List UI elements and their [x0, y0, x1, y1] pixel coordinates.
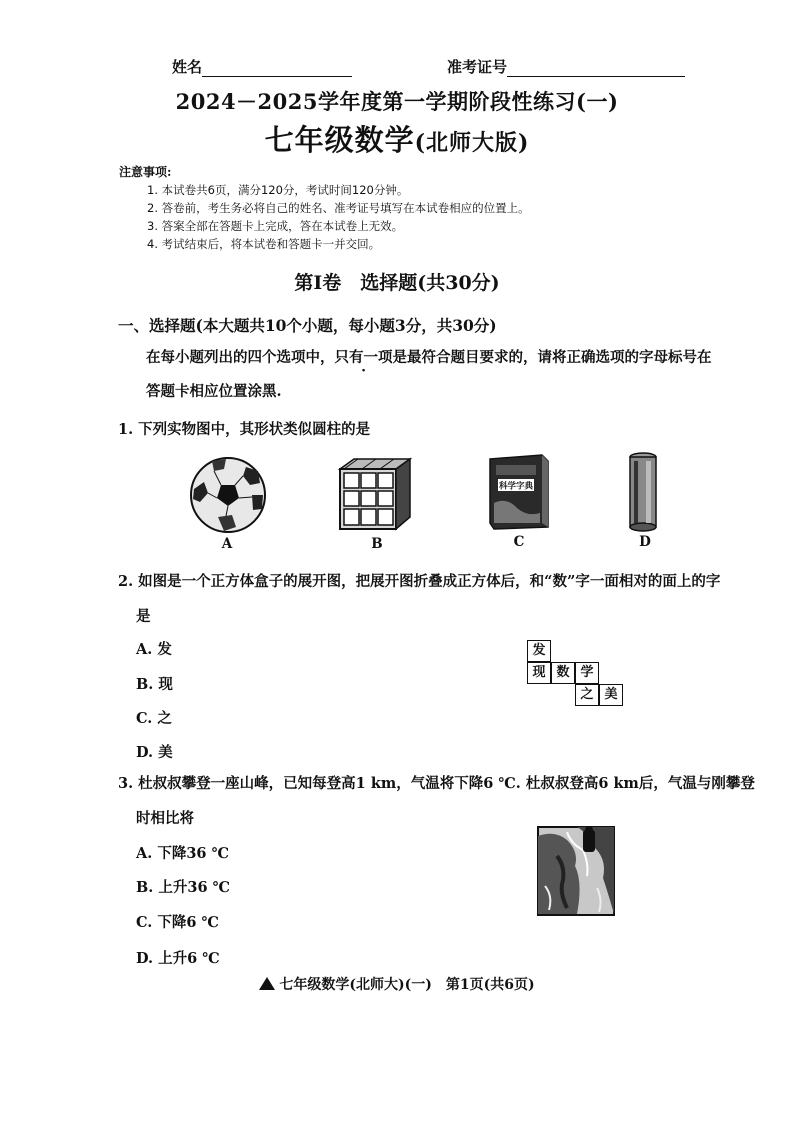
id-label: 准考证号 — [447, 58, 508, 76]
name-label: 姓名 — [172, 58, 203, 76]
notice-item: 3. 答案全部在答题卡上完成，答在本试卷上无效。 — [147, 219, 404, 233]
id-field — [447, 56, 685, 77]
section-title: 第Ⅰ卷 选择题(共30分) — [294, 272, 500, 294]
question-3-line2: 时相比将 — [136, 810, 194, 827]
notice-item: 2. 答卷前，考生务必将自己的姓名、准考证号填写在本试卷相应的位置上。 — [147, 201, 530, 215]
triangle-logo-icon — [259, 977, 275, 990]
question-3: 3. 杜叔叔攀登一座山峰，已知每登高1 km，气温将下降6 ℃. 杜叔叔登高6 km后，气温与刚攀登 — [118, 775, 755, 792]
notice-item: 4. 考试结束后，将本试卷和答题卡一并交回。 — [147, 237, 381, 251]
option-caption: C — [513, 534, 525, 550]
option-c: C. 之 — [136, 710, 172, 727]
instruction-text: 是最符合题目要求的，请将正确选项的字母标号在 — [392, 349, 712, 366]
footer-text: 七年级数学(北师大)(一) 第1页(共6页) — [279, 977, 535, 993]
net-cell: 现 — [527, 662, 551, 684]
option-caption: B — [371, 536, 383, 552]
subject-main: 七年级数学 — [264, 123, 415, 157]
option-d: D. 美 — [136, 744, 173, 761]
name-field — [172, 56, 352, 77]
net-cell: 数 — [551, 662, 575, 684]
net-cell: 发 — [527, 640, 551, 662]
mountain-climber-image — [537, 826, 615, 916]
part-heading: 一、选择题(本大题共10个小题，每小题3分，共30分) — [118, 316, 497, 335]
subject-edition: (北师大版) — [414, 130, 530, 156]
id-underline — [507, 62, 685, 77]
subject-title — [0, 118, 794, 159]
option-d: D. 上升6 ℃ — [136, 950, 220, 967]
cylinder-can-image — [626, 451, 660, 533]
notice-heading: 注意事项: — [119, 165, 172, 179]
page-footer — [0, 974, 794, 994]
question-2: 2. 如图是一个正方体盒子的展开图，把展开图折叠成正方体后，和“数”字一面相对的面上的字 — [118, 573, 721, 590]
dictionary-book-image — [486, 453, 552, 531]
option-b: B. 上升36 ℃ — [136, 879, 230, 896]
book-title: 科学字典 — [498, 481, 534, 492]
question-1: 1. 下列实物图中，其形状类似圆柱的是 — [118, 421, 371, 438]
instruction-line-2: 答题卡相应位置涂黑. — [146, 383, 282, 400]
soccer-ball-image — [188, 455, 268, 535]
exam-title: 2024－2025学年度第一学期阶段性练习(一) — [175, 89, 619, 114]
net-cell: 学 — [575, 662, 599, 684]
question-2-line2: 是 — [136, 608, 151, 625]
instruction-line-1 — [146, 348, 712, 368]
option-a: A. 下降36 ℃ — [136, 845, 229, 862]
instruction-text: 在每小题列出的四个选项中， — [146, 349, 335, 366]
option-a: A. 发 — [136, 641, 172, 658]
rubiks-cube-image — [336, 455, 416, 533]
option-caption: D — [639, 534, 651, 550]
cube-net-diagram — [527, 640, 627, 710]
option-caption: A — [221, 536, 233, 552]
net-cell: 美 — [599, 684, 623, 706]
emphasis-text: 只有一项 — [334, 349, 393, 366]
notice-item: 1. 本试卷共6页，满分120分，考试时间120分钟。 — [147, 183, 409, 197]
option-c: C. 下降6 ℃ — [136, 914, 219, 931]
option-b: B. 现 — [136, 676, 173, 693]
net-cell: 之 — [575, 684, 599, 706]
name-underline — [202, 62, 352, 77]
